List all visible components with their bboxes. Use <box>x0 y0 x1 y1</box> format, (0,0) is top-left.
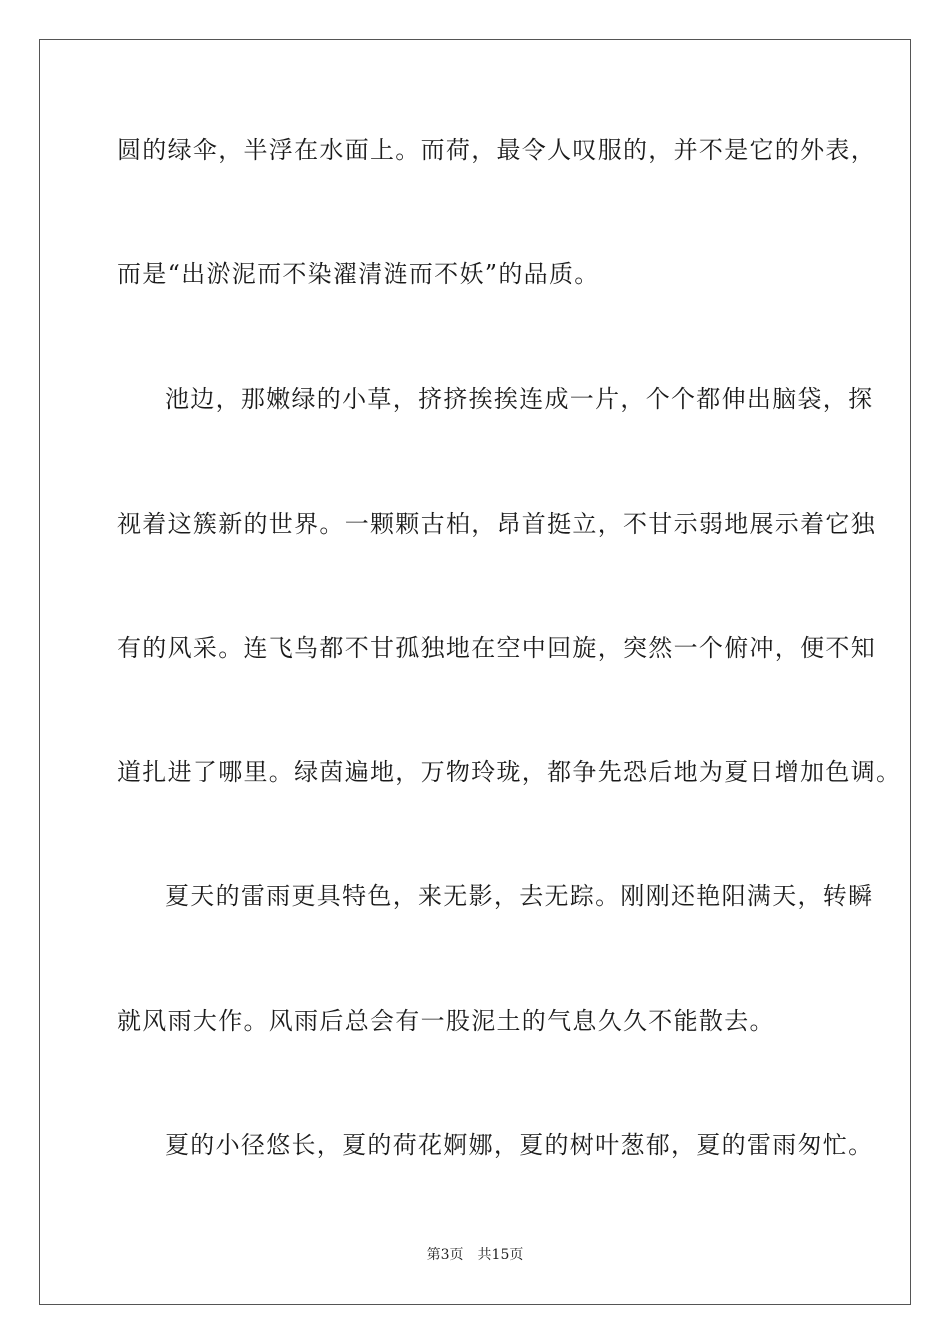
text-line: 就风雨大作。风雨后总会有一股泥土的气息久久不能散去。 <box>117 1007 775 1035</box>
page-number: 第3页 <box>426 1247 464 1263</box>
text-line: 道扎进了哪里。绿茵遍地，万物玲珑，都争先恐后地为夏日增加色调。 <box>117 758 902 786</box>
page-frame <box>39 39 911 1305</box>
page-footer <box>0 1246 950 1264</box>
text-line: 圆的绿伞，半浮在水面上。而荷，最令人叹服的，并不是它的外表， <box>117 136 876 164</box>
text-line: 视着这簇新的世界。一颗颗古柏，昂首挺立，不甘示弱地展示着它独 <box>117 510 876 538</box>
text-line: 有的风采。连飞鸟都不甘孤独地在空中回旋，突然一个俯冲，便不知 <box>117 634 876 662</box>
page-total: 共15页 <box>477 1247 524 1263</box>
paragraph-first-line: 夏天的雷雨更具特色，来无影，去无踪。刚刚还艳阳满天，转瞬 <box>165 882 874 910</box>
text-line: 而是“出淤泥而不染濯清涟而不妖”的品质。 <box>117 260 600 288</box>
paragraph-first-line: 夏的小径悠长，夏的荷花婀娜，夏的树叶葱郁，夏的雷雨匆忙。 <box>165 1131 874 1159</box>
paragraph-first-line: 池边，那嫩绿的小草，挤挤挨挨连成一片，个个都伸出脑袋，探 <box>165 385 874 413</box>
